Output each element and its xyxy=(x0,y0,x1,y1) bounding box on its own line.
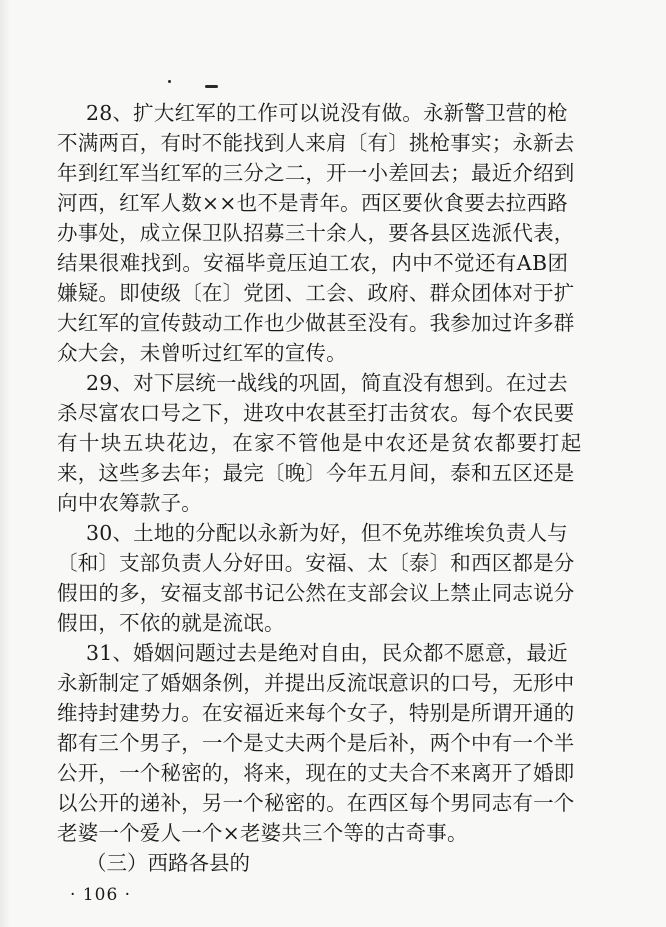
scan-mark xyxy=(205,85,218,88)
paragraph-line: 有十块五块花边，在家不管他是中农还是贫农都要打起 xyxy=(57,431,583,455)
paragraph-line: 〔和〕支部负责人分好田。安福、太〔泰〕和西区都是分 xyxy=(57,551,575,575)
paragraph-line: 30、土地的分配以永新为好，但不免苏维埃负责人与 xyxy=(86,521,568,545)
paragraph-line: 大红军的宣传鼓动工作也少做甚至没有。我参加过许多群 xyxy=(57,311,575,335)
paragraph-line: 老婆一个爱人一个×老婆共三个等的古奇事。 xyxy=(57,821,468,845)
scan-dot xyxy=(168,80,171,83)
section-heading: （三）西路各县的 xyxy=(86,851,250,875)
paragraph-line: 假田的多，安福支部书记公然在支部会议上禁止同志说分 xyxy=(57,581,575,605)
paragraph-line: 假田，不依的就是流氓。 xyxy=(57,611,285,635)
paragraph-line: 众大会，未曾听过红军的宣传。 xyxy=(57,341,347,365)
paragraph-line: 维持封建势力。在安福近来每个女子，特别是所谓开通的 xyxy=(57,701,575,725)
paragraph-line: 结果很难找到。安福毕竟压迫工农，内中不觉还有AB团 xyxy=(57,251,569,275)
paragraph-line: 以公开的递补，另一个秘密的。在西区每个男同志有一个 xyxy=(57,791,575,815)
paragraph-line: 都有三个男子，一个是丈夫两个是后补，两个中有一个半 xyxy=(57,731,575,755)
paragraph-line: 29、对下层统一战线的巩固，简直没有想到。在过去 xyxy=(86,371,568,395)
paragraph-line: 来，这些多去年；最完〔晚〕今年五月间，泰和五区还是 xyxy=(57,461,575,485)
paragraph-line: 公开，一个秘密的，将来，现在的丈夫合不来离开了婚即 xyxy=(57,761,575,785)
page-number: · 106 · xyxy=(70,885,132,905)
paragraph-line: 河西，红军人数××也不是青年。西区要伙食要去拉西路 xyxy=(57,191,568,215)
paragraph-line: 28、扩大红军的工作可以说没有做。永新警卫营的枪 xyxy=(86,101,568,125)
paragraph-line: 年到红军当红军的三分之二，开一小差回去；最近介绍到 xyxy=(57,161,575,185)
paragraph-line: 杀尽富农口号之下，进攻中农甚至打击贫农。每个农民要 xyxy=(57,401,575,425)
paragraph-line: 永新制定了婚姻条例，并提出反流氓意识的口号，无形中 xyxy=(57,671,575,695)
paragraph-line: 办事处，成立保卫队招募三十余人，要各县区选派代表， xyxy=(57,221,575,245)
paragraph-line: 31、婚姻问题过去是绝对自由，民众都不愿意，最近 xyxy=(86,641,568,665)
paragraph-line: 嫌疑。即使级〔在〕党团、工会、政府、群众团体对于扩 xyxy=(57,281,575,305)
paragraph-line: 不满两百，有时不能找到人来肩〔有〕挑枪事实；永新去 xyxy=(57,131,575,155)
paragraph-line: 向中农筹款子。 xyxy=(57,491,202,515)
